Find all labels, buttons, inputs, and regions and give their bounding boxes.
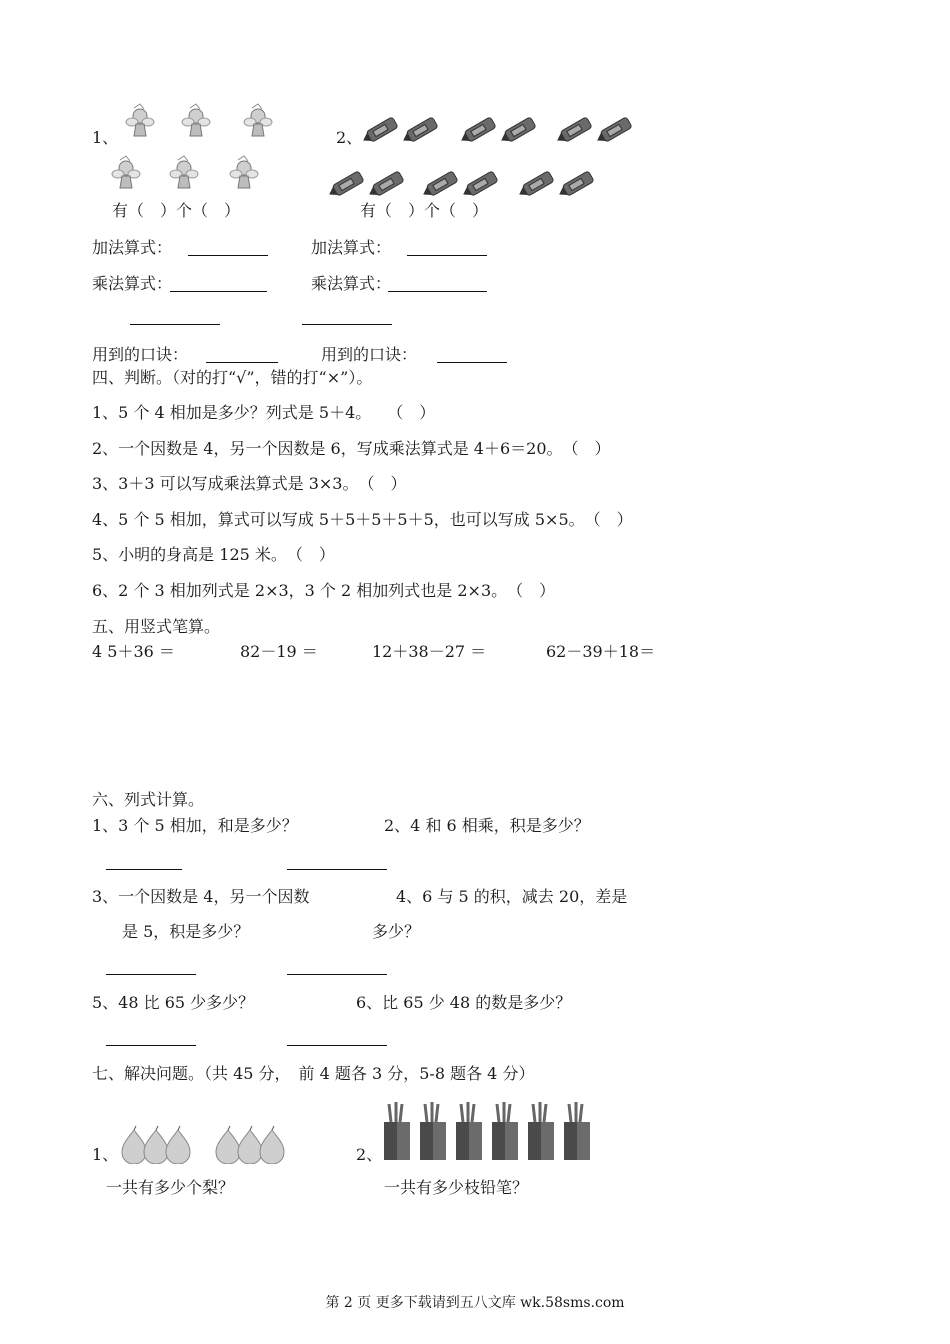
judge-item-4: 4、5 个 5 相加，算式可以写成 5＋5＋5＋5＋5，也可以写成 5×5。 （ ） [92,510,633,529]
koujue-answer-line-2[interactable] [437,362,507,363]
calc-answer-line-4[interactable] [287,974,387,975]
judge-item-2: 2、一个因数是 4，另一个因数是 6，写成乘法算式是 4＋6＝20。 （ ） [92,439,611,458]
pear-icon [122,1126,146,1164]
calc-q5: 5、48 比 65 少多少？ [92,993,255,1012]
judge-item-3: 3、3＋3 可以写成乘法算式是 3×3。 （ ） [92,474,407,493]
pencil-cup-icon [492,1102,518,1160]
marker-pen-icon [499,117,536,145]
judge-item-6: 6、2 个 3 相加列式是 2×3，3 个 2 相加列式也是 2×3。 （ ） [92,581,556,600]
marker-pen-icon [361,117,398,145]
vertical-calc-1: 4 5＋36 ＝ [92,642,175,661]
judge-item-5: 5、小明的身高是 125 米。 （ ） [92,545,335,564]
pencil-cup-icon [528,1102,554,1160]
pear-icon [216,1126,240,1164]
extra-answer-line-2[interactable] [302,324,392,325]
calc-answer-line-6[interactable] [287,1045,387,1046]
calc-q3-line1: 3、一个因数是 4，另一个因数 [92,887,310,906]
fairy-icon [112,156,140,188]
pear-icon [260,1126,284,1164]
koujue-answer-line-1[interactable] [206,362,278,363]
judge-item-1: 1、5 个 4 相加是多少？列式是 5＋4。 （ ） [92,403,436,422]
marker-pen-icon [421,171,458,199]
problem1-question: 一共有多少个梨？ [106,1178,235,1197]
fairy-row-1 [120,100,280,145]
marker-pen-icon [459,117,496,145]
q1-number: 1、 [92,128,119,147]
marker-pen-icon [595,117,632,145]
pears-picture [116,1124,296,1164]
section6-title: 六、列式计算。 [92,790,205,809]
calc-q2: 2、4 和 6 相乘，积是多少？ [384,816,590,835]
marker-pen-icon [555,117,592,145]
pear-icon [144,1126,168,1164]
fairy-icon [170,156,198,188]
add-answer-line-2[interactable] [407,255,487,256]
fairy-icon [126,104,154,136]
pear-icon [166,1126,190,1164]
pencil-cups-picture [380,1102,600,1162]
q1-count-prompt: 有（ ）个（ ） [112,201,241,220]
problem1-number: 1、 [92,1145,119,1164]
marker-pen-icon [557,171,594,199]
mul-label-1: 乘法算式： [92,274,173,293]
koujue-label-2: 用到的口诀： [321,345,418,364]
calc-q4-line1: 4、6 与 5 的积，减去 20，差是 [396,887,628,906]
mul-answer-line-2[interactable] [388,291,487,292]
q2-number: 2、 [336,128,363,147]
pencil-cup-icon [564,1102,590,1160]
section5-title: 五、用竖式笔算。 [92,617,221,636]
add-label-2: 加法算式： [311,238,392,257]
marker-pen-icon [461,171,498,199]
section7-title: 七、解决问题。（共 45 分， 前 4 题各 3 分，5-8 题各 4 分） [92,1064,535,1083]
koujue-label-1: 用到的口诀： [92,345,189,364]
marker-pen-icon [327,171,364,199]
pencil-cup-icon [456,1102,482,1160]
problem2-question: 一共有多少枝铅笔？ [384,1178,529,1197]
calc-q3-line2: 是 5，积是多少？ [122,922,250,941]
vertical-calc-2: 82－19 ＝ [240,642,318,661]
calc-q4-line2: 多少？ [372,922,421,941]
q2-count-prompt: 有（ ）个（ ） [360,201,489,220]
marker-row-2 [326,162,606,202]
mul-answer-line-1[interactable] [170,291,267,292]
add-label-1: 加法算式： [92,238,173,257]
pencil-cup-icon [420,1102,446,1160]
marker-row-1 [360,108,640,148]
add-answer-line-1[interactable] [188,255,268,256]
calc-answer-line-1[interactable] [106,869,182,870]
fairy-icon [230,156,258,188]
fairy-icon [244,104,272,136]
problem2-number: 2、 [356,1145,383,1164]
pencil-cup-icon [384,1102,410,1160]
calc-q1: 1、3 个 5 相加，和是多少？ [92,816,298,835]
calc-answer-line-5[interactable] [106,1045,196,1046]
calc-q6: 6、比 65 少 48 的数是多少？ [356,993,572,1012]
marker-pen-icon [517,171,554,199]
calc-answer-line-3[interactable] [106,974,196,975]
calc-answer-line-2[interactable] [287,869,387,870]
pear-icon [238,1126,262,1164]
vertical-calc-3: 12＋38－27 ＝ [372,642,487,661]
marker-pen-icon [367,171,404,199]
page-footer: 第 2 页 更多下载请到五八文库 wk.58sms.com [325,1295,625,1311]
vertical-calc-4: 62－39＋18＝ [546,642,656,661]
fairy-icon [182,104,210,136]
section4-title: 四、判断。（对的打“√”，错的打“×”）。 [92,368,373,387]
mul-label-2: 乘法算式： [311,274,392,293]
fairy-row-2 [106,152,276,197]
marker-pen-icon [401,117,438,145]
extra-answer-line-1[interactable] [130,324,220,325]
